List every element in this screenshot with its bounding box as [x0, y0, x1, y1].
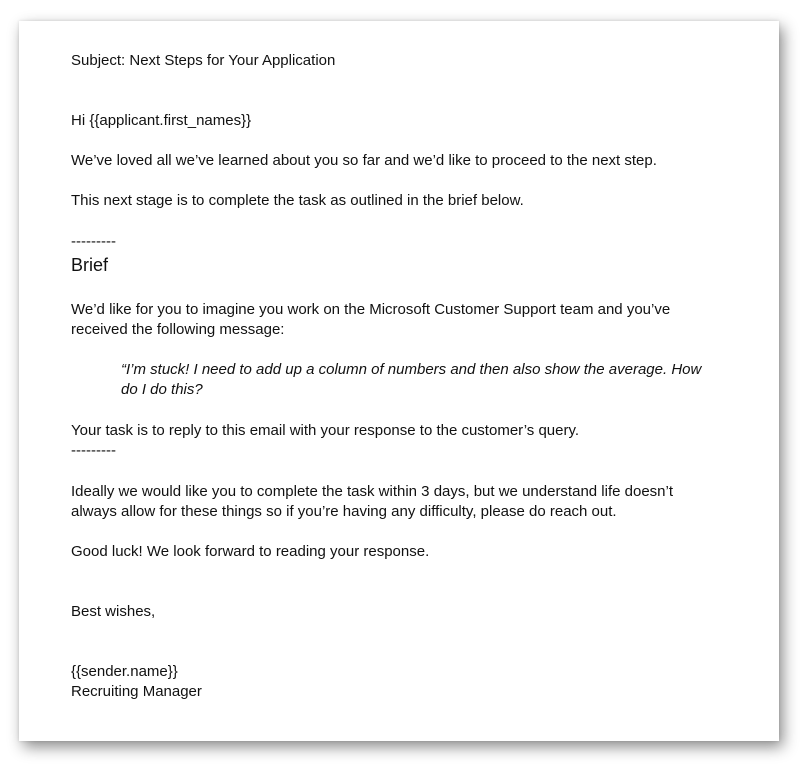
sender-title: Recruiting Manager: [71, 683, 202, 700]
email-document: [19, 21, 779, 741]
brief-intro-paragraph: We’d like for you to imagine you work on the Microsoft Customer Support team and you’ve received the following message:: [71, 301, 671, 338]
divider-bottom: ---------: [71, 442, 116, 459]
divider-top: ---------: [71, 233, 116, 250]
greeting: Hi {{applicant.first_names}}: [71, 112, 252, 129]
intro-paragraph: We’ve loved all we’ve learned about you so far and we’d like to proceed to the next step.: [71, 152, 657, 169]
sender-name: {{sender.name}}: [71, 663, 178, 680]
good-luck-paragraph: Good luck! We look forward to reading your response.: [71, 543, 430, 560]
customer-quote: “I’m stuck! I need to add up a column of numbers and then also show the average. How do I do this?: [121, 361, 702, 398]
stage-paragraph: This next stage is to complete the task as outlined in the brief below.: [71, 192, 524, 209]
task-paragraph: Your task is to reply to this email with your response to the customer’s query.: [71, 422, 580, 439]
signoff: Best wishes,: [71, 603, 156, 620]
email-subject: Subject: Next Steps for Your Application: [71, 52, 336, 69]
brief-heading: Brief: [71, 255, 109, 275]
timeline-paragraph: Ideally we would like you to complete the task within 3 days, but we understand life doesn’t always allow for these things so if you’re having any difficulty, please do reach out.: [71, 483, 674, 520]
